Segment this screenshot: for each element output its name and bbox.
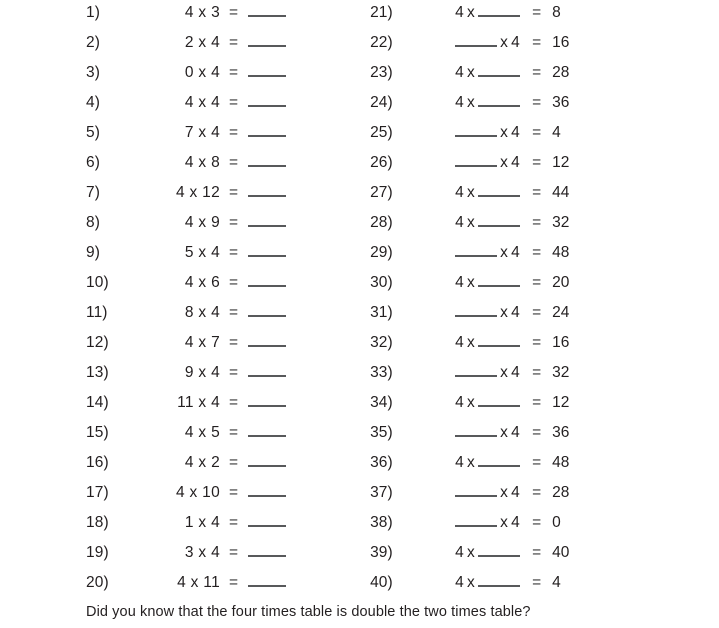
problem-row [370,244,586,274]
problem-number: 9) [86,244,100,261]
problem-expression: 11 x 4 [177,394,220,411]
problem-expression [412,214,520,232]
equals-sign: = [532,154,542,171]
problem-number: 18) [86,514,109,531]
problem-row [370,214,586,244]
missing-factor-blank[interactable] [455,34,497,47]
problem-expression: 9 x 4 [184,364,220,381]
product-value: 4 [552,124,561,141]
times-sign: x [467,184,476,201]
problem-row [370,514,586,544]
problem-row [86,34,286,64]
problem-expression [412,484,520,502]
product-value: 32 [552,364,570,381]
problem-row [86,484,286,514]
product-value: 32 [552,214,570,231]
product-value: 48 [552,454,570,471]
problem-row [370,454,586,484]
problem-row [86,334,286,364]
problem-expression: 4 x 2 [184,454,220,471]
equals-sign: = [229,184,239,201]
problem-number: 7) [86,184,100,201]
problems-column-left [86,4,286,604]
problem-expression [412,184,520,202]
equals-sign: = [532,424,542,441]
problem-row [86,514,286,544]
missing-factor-blank[interactable] [478,94,520,107]
known-factor: 4 [455,274,464,291]
problem-expression: 2 x 4 [184,34,220,51]
problem-number: 3) [86,64,100,81]
problem-number: 36) [370,454,393,471]
problem-expression: 7 x 4 [184,124,220,141]
problem-expression [412,124,520,142]
times-sign: x [467,4,476,21]
missing-factor-blank[interactable] [455,154,497,167]
problems-column-right [370,4,586,604]
problem-number: 24) [370,94,393,111]
problem-row [86,454,286,484]
problem-number: 23) [370,64,393,81]
equals-sign: = [229,574,239,591]
times-sign: x [467,454,476,471]
problem-row [370,304,586,334]
missing-factor-blank[interactable] [455,514,497,527]
problem-number: 37) [370,484,393,501]
known-factor: 4 [511,364,521,381]
problem-number: 8) [86,214,100,231]
known-factor: 4 [455,574,464,591]
problem-row [370,34,586,64]
answer-blank[interactable] [248,94,286,107]
product-value: 36 [552,424,570,441]
missing-factor-blank[interactable] [455,304,497,317]
problem-number: 2) [86,34,100,51]
problem-row [370,484,586,514]
problem-row [370,544,586,574]
problem-expression [412,574,520,592]
problem-expression [412,274,520,292]
known-factor: 4 [511,244,521,261]
missing-factor-blank[interactable] [478,214,520,227]
missing-factor-blank[interactable] [478,4,520,17]
problem-row [86,424,286,454]
product-value: 48 [552,244,570,261]
equals-sign: = [229,154,239,171]
times-sign: x [467,94,476,111]
equals-sign: = [229,124,239,141]
problem-row [86,64,286,94]
problem-row [370,274,586,304]
missing-factor-blank[interactable] [455,244,497,257]
times-sign: x [467,214,476,231]
problem-number: 32) [370,334,393,351]
product-value: 12 [552,394,570,411]
equals-sign: = [532,484,542,501]
times-sign: x [500,244,509,261]
problem-row [86,244,286,274]
times-sign: x [500,514,509,531]
equals-sign: = [532,394,542,411]
answer-blank[interactable] [248,34,286,47]
problem-expression [412,364,520,382]
problem-expression: 4 x 4 [184,94,220,111]
equals-sign: = [229,364,239,381]
equals-sign: = [229,244,239,261]
equals-sign: = [532,244,542,261]
times-sign: x [500,124,509,141]
equals-sign: = [229,514,239,531]
product-value: 40 [552,544,570,561]
known-factor: 4 [455,214,464,231]
product-value: 4 [552,574,561,591]
problem-row [370,364,586,394]
problem-row [370,424,586,454]
equals-sign: = [532,4,542,21]
equals-sign: = [532,334,542,351]
problem-expression [412,394,520,412]
problem-row [370,574,586,604]
answer-blank[interactable] [248,424,286,437]
problem-expression [412,244,520,262]
times-sign: x [467,544,476,561]
product-value: 24 [552,304,570,321]
problem-number: 26) [370,154,393,171]
equals-sign: = [229,214,239,231]
problem-number: 15) [86,424,109,441]
equals-sign: = [229,94,239,111]
problem-expression [412,334,520,352]
problem-row [370,394,586,424]
problem-expression: 4 x 3 [184,4,220,21]
answer-blank[interactable] [248,154,286,167]
equals-sign: = [532,574,542,591]
equals-sign: = [229,64,239,81]
problem-number: 28) [370,214,393,231]
problem-row [86,394,286,424]
product-value: 0 [552,514,561,531]
problem-expression: 4 x 9 [184,214,220,231]
problem-expression [412,454,520,472]
problem-row [370,184,586,214]
equals-sign: = [229,304,239,321]
answer-blank[interactable] [248,334,286,347]
problem-number: 10) [86,274,109,291]
problem-row [370,154,586,184]
missing-factor-blank[interactable] [478,454,520,467]
equals-sign: = [229,334,239,351]
problem-expression [412,544,520,562]
problem-expression [412,514,520,532]
product-value: 28 [552,484,570,501]
answer-blank[interactable] [248,574,286,587]
problem-expression [412,154,520,172]
product-value: 16 [552,34,570,51]
equals-sign: = [229,454,239,471]
known-factor: 4 [455,394,464,411]
answer-blank[interactable] [248,544,286,557]
known-factor: 4 [511,124,521,141]
problem-expression [412,94,520,112]
equals-sign: = [229,394,239,411]
answer-blank[interactable] [248,244,286,257]
times-sign: x [500,34,509,51]
times-sign: x [467,394,476,411]
problem-number: 17) [86,484,109,501]
problem-row [86,184,286,214]
problem-number: 27) [370,184,393,201]
times-sign: x [467,64,476,81]
problem-expression: 4 x 6 [184,274,220,291]
answer-blank[interactable] [248,124,286,137]
problem-expression: 5 x 4 [184,244,220,261]
problem-number: 35) [370,424,393,441]
problem-expression: 0 x 4 [184,64,220,81]
times-sign: x [500,424,509,441]
times-sign: x [500,484,509,501]
problem-row [86,124,286,154]
equals-sign: = [229,484,239,501]
missing-factor-blank[interactable] [478,574,520,587]
answer-blank[interactable] [248,4,286,17]
problem-expression: 4 x 8 [184,154,220,171]
problem-row [370,334,586,364]
problem-expression: 4 x 11 [177,574,220,591]
problem-expression [412,304,520,322]
problem-number: 6) [86,154,100,171]
times-sign: x [467,274,476,291]
missing-factor-blank[interactable] [455,364,497,377]
product-value: 28 [552,64,570,81]
times-sign: x [500,364,509,381]
equals-sign: = [532,304,542,321]
problem-row [370,124,586,154]
missing-factor-blank[interactable] [478,394,520,407]
problem-number: 38) [370,514,393,531]
problem-row [86,214,286,244]
problem-number: 31) [370,304,393,321]
problem-columns [0,4,719,604]
problem-expression: 8 x 4 [184,304,220,321]
product-value: 44 [552,184,570,201]
equals-sign: = [229,544,239,561]
problem-number: 33) [370,364,393,381]
equals-sign: = [532,94,542,111]
problem-number: 34) [370,394,393,411]
problem-number: 30) [370,274,393,291]
answer-blank[interactable] [248,394,286,407]
equals-sign: = [532,544,542,561]
missing-factor-blank[interactable] [478,334,520,347]
equals-sign: = [532,454,542,471]
problem-number: 40) [370,574,393,591]
problem-row [370,64,586,94]
answer-blank[interactable] [248,364,286,377]
problem-expression [412,424,520,442]
answer-blank[interactable] [248,184,286,197]
problem-expression [412,4,520,22]
known-factor: 4 [455,94,464,111]
missing-factor-blank[interactable] [478,184,520,197]
problem-number: 14) [86,394,109,411]
equals-sign: = [229,4,239,21]
problem-row [86,574,286,604]
equals-sign: = [532,64,542,81]
product-value: 16 [552,334,570,351]
known-factor: 4 [455,334,464,351]
known-factor: 4 [455,4,464,21]
equals-sign: = [532,214,542,231]
answer-blank[interactable] [248,514,286,527]
times-sign: x [500,304,509,321]
missing-factor-blank[interactable] [455,484,497,497]
problem-row [86,304,286,334]
equals-sign: = [532,364,542,381]
known-factor: 4 [511,514,521,531]
problem-row [86,4,286,34]
known-factor: 4 [455,544,464,561]
problem-row [86,364,286,394]
product-value: 8 [552,4,561,21]
problem-row [86,154,286,184]
times-sign: x [500,154,509,171]
equals-sign: = [532,34,542,51]
problem-row [86,544,286,574]
known-factor: 4 [511,304,521,321]
times-sign: x [467,574,476,591]
problem-expression: 1 x 4 [184,514,220,531]
problem-row [86,274,286,304]
problem-row [86,94,286,124]
problem-expression: 3 x 4 [184,544,220,561]
problem-number: 5) [86,124,100,141]
answer-blank[interactable] [248,484,286,497]
problem-row [370,94,586,124]
product-value: 12 [552,154,570,171]
missing-factor-blank[interactable] [478,274,520,287]
problem-expression: 4 x 10 [175,484,220,501]
answer-blank[interactable] [248,274,286,287]
footer-fact-note: Did you know that the four times table is double the two times table? [86,604,531,620]
known-factor: 4 [511,484,521,501]
problem-number: 20) [86,574,109,591]
missing-factor-blank[interactable] [478,544,520,557]
missing-factor-blank[interactable] [478,64,520,77]
problem-number: 11) [86,304,108,321]
missing-factor-blank[interactable] [455,424,497,437]
problem-expression [412,64,520,82]
problem-number: 12) [86,334,109,351]
problem-number: 4) [86,94,100,111]
equals-sign: = [532,184,542,201]
problem-number: 25) [370,124,393,141]
equals-sign: = [229,34,239,51]
missing-factor-blank[interactable] [455,124,497,137]
problem-number: 39) [370,544,393,561]
answer-blank[interactable] [248,64,286,77]
problem-number: 1) [86,4,100,21]
known-factor: 4 [511,34,521,51]
problem-number: 19) [86,544,109,561]
product-value: 36 [552,94,570,111]
problem-row [370,4,586,34]
problem-number: 21) [370,4,393,21]
answer-blank[interactable] [248,214,286,227]
times-sign: x [467,334,476,351]
problem-expression: 4 x 5 [184,424,220,441]
problem-number: 29) [370,244,393,261]
problem-number: 22) [370,34,393,51]
answer-blank[interactable] [248,304,286,317]
equals-sign: = [229,274,239,291]
problem-expression: 4 x 7 [184,334,220,351]
equals-sign: = [532,124,542,141]
known-factor: 4 [455,184,464,201]
known-factor: 4 [455,64,464,81]
product-value: 20 [552,274,570,291]
problem-expression [412,34,520,52]
equals-sign: = [229,424,239,441]
problem-expression: 4 x 12 [175,184,220,201]
known-factor: 4 [511,424,521,441]
known-factor: 4 [455,454,464,471]
equals-sign: = [532,514,542,531]
problem-number: 16) [86,454,109,471]
known-factor: 4 [511,154,521,171]
equals-sign: = [532,274,542,291]
answer-blank[interactable] [248,454,286,467]
problem-number: 13) [86,364,109,381]
